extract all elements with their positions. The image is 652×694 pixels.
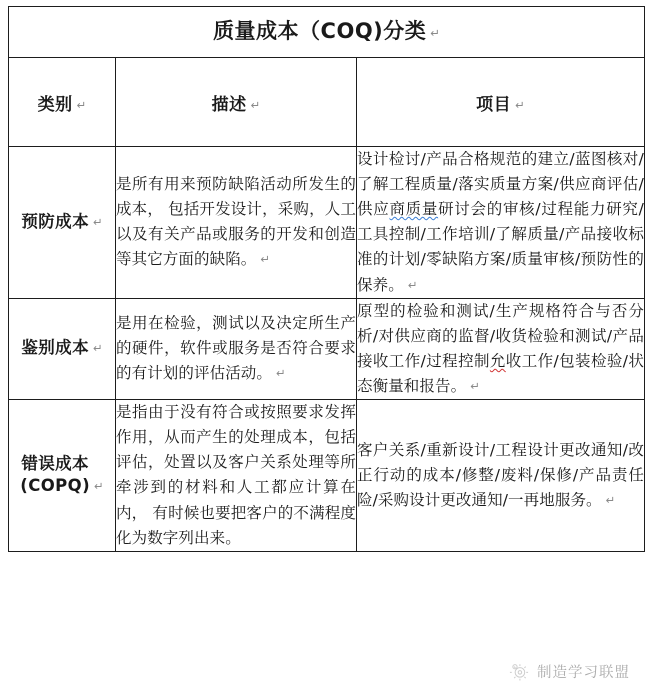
misspelling-marker: 商质量 <box>389 200 439 219</box>
table-row <box>9 298 645 399</box>
row-description-cell <box>116 147 357 299</box>
row-category-cell <box>9 400 116 552</box>
paragraph-mark-icon <box>466 377 480 396</box>
table-title-row <box>9 7 645 58</box>
misspelling-marker: 允 <box>489 351 506 370</box>
coq-classification-table <box>8 6 645 552</box>
row-description-cell <box>116 400 357 552</box>
paragraph-mark-icon <box>602 491 616 510</box>
page-title: 质量成本（COQ)分类 <box>213 19 427 44</box>
table-row <box>9 400 645 552</box>
column-header-items-label: 项目 <box>476 94 512 115</box>
row-category-label: 错误成本 (COPQ) <box>20 453 90 499</box>
paragraph-mark-icon <box>404 276 418 295</box>
column-header-items <box>357 58 645 147</box>
paragraph-mark-icon <box>272 364 286 383</box>
row-items-cell <box>357 298 645 399</box>
paragraph-mark-icon <box>256 250 270 269</box>
row-description-text: 是指由于没有符合或按照要求发挥作用，从而产生的处理成本，包括评估，处置以及客户关系处理等所牵涉到的材料和人工都应计算在内， 有时候也要把客户的不满程度化为数字列出来。 <box>116 403 356 547</box>
row-items-text: 客户关系/重新设计/工程设计更改通知/改正行动的成本/修整/废料/保修/产品责任险/采购设计更改通知/一再地服务。↵ <box>357 438 644 513</box>
column-header-category <box>9 58 116 147</box>
row-category-label: 鉴别成本 <box>21 338 89 358</box>
paragraph-mark-icon <box>89 215 103 229</box>
row-items-cell <box>357 400 645 552</box>
row-items-cell <box>357 147 645 299</box>
row-category-label-line2: (COPQ) <box>20 476 91 496</box>
table-title-cell <box>9 7 645 58</box>
column-header-description <box>116 58 357 147</box>
row-description-text: 是所有用来预防缺陷活动所发生的成本， 包括开发设计，采购，人工以及有关产品或服务的开发和创造等其它方面的缺陷。↵ <box>116 172 356 272</box>
row-items-text: 原型的检验和测试/生产规格符合与否分析/对供应商的监督/收货检验和测试/产品接收工作/过程控制允收工作/包装检验/状态衡量和报告。↵ <box>357 299 644 399</box>
watermark-label: 制造学习联盟 <box>537 664 630 681</box>
watermark <box>508 660 630 682</box>
table-header-row <box>9 58 645 147</box>
row-description-cell <box>116 298 357 399</box>
row-items-text: 设计检讨/产品合格规范的建立/蓝图核对/了解工程质量/落实质量方案/供应商评估/供应商质量研讨会的审核/过程能力研究/工具控制/工作培训/了解质量/产品接收标准的计划/零缺陷方案/质量审核/预防性的保养。↵ <box>357 147 644 298</box>
paragraph-mark-icon <box>89 341 103 355</box>
paragraph-mark-icon <box>426 26 440 40</box>
row-category-label: 预防成本 <box>21 211 89 231</box>
paragraph-mark-icon <box>73 98 87 112</box>
paragraph-mark-icon <box>90 479 104 493</box>
paragraph-mark-icon <box>511 98 525 112</box>
row-description-text: 是用在检验，测试以及决定所生产的硬件，软件或服务是否符合要求的有计划的评估活动。↵ <box>116 311 356 386</box>
paragraph-mark-icon <box>247 98 261 112</box>
row-category-cell <box>9 147 116 299</box>
column-header-description-label: 描述 <box>211 94 247 115</box>
table-row <box>9 147 645 299</box>
row-category-cell <box>9 298 116 399</box>
column-header-category-label: 类别 <box>37 94 73 115</box>
gear-icon <box>508 660 530 682</box>
